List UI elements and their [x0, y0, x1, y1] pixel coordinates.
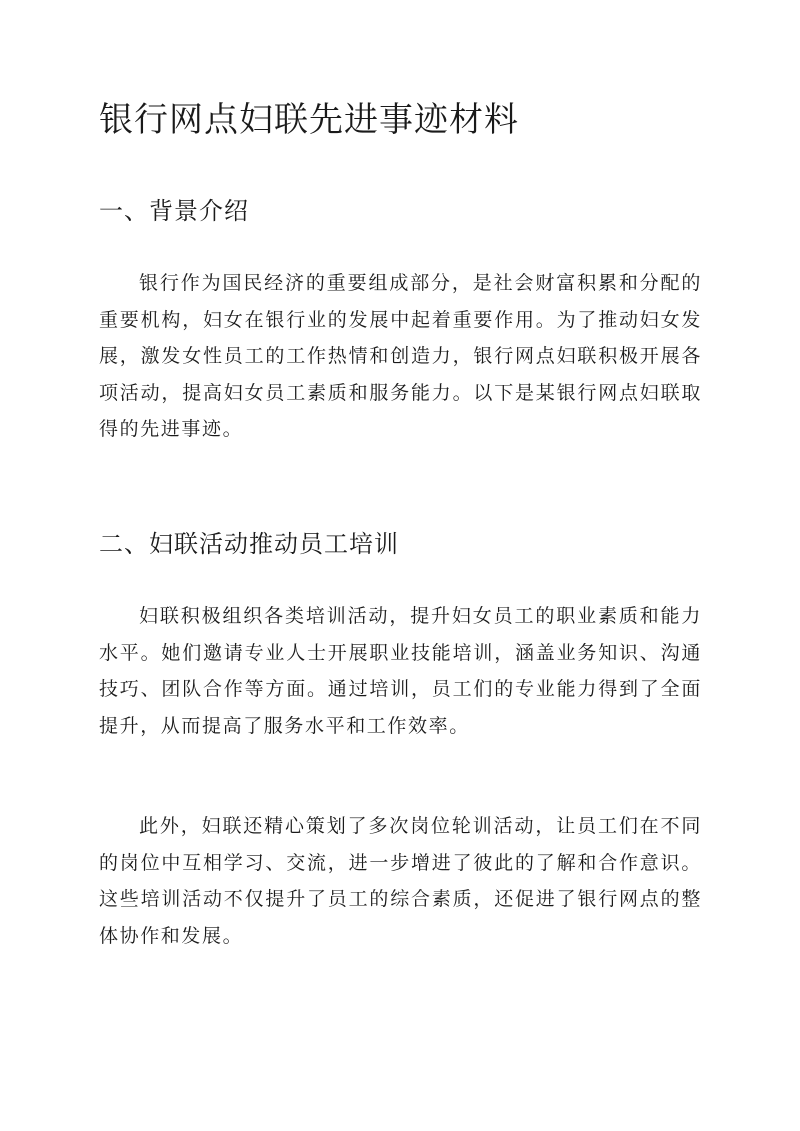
paragraph-training-2: 此外，妇联还精心策划了多次岗位轮训活动，让员工们在不同的岗位中互相学习、交流，进一步增进了彼此的了解和合作意识。这些培训活动不仅提升了员工的综合素质，还促进了银行网点的整体协作和发展。 — [99, 815, 702, 947]
section-heading-training: 二、妇联活动推动员工培训 — [99, 530, 399, 558]
document-title: 银行网点妇联先进事迹材料 — [99, 100, 519, 140]
section-heading-background: 一、背景介绍 — [99, 197, 249, 225]
paragraph-training-1: 妇联积极组织各类培训活动，提升妇女员工的职业素质和能力水平。她们邀请专业人士开展职业技能培训，涵盖业务知识、沟通技巧、团队合作等方面。通过培训，员工们的专业能力得到了全面提升，从而提高了服务水平和工作效率。 — [99, 605, 702, 737]
paragraph-background: 银行作为国民经济的重要组成部分，是社会财富积累和分配的重要机构，妇女在银行业的发展中起着重要作用。为了推动妇女发展，激发女性员工的工作热情和创造力，银行网点妇联积极开展各项活动，提高妇女员工素质和服务能力。以下是某银行网点妇联取得的先进事迹。 — [99, 272, 702, 440]
